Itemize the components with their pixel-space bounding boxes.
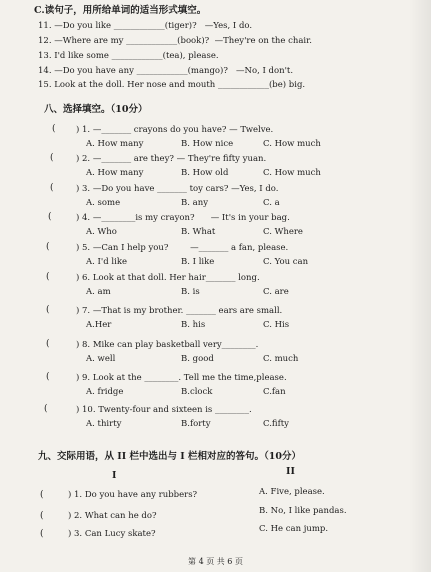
choice-option: B.clock bbox=[181, 387, 213, 397]
choice-option: B.forty bbox=[181, 419, 211, 429]
choice-option: C. Where bbox=[263, 227, 303, 237]
answer-paren: ( bbox=[50, 183, 54, 193]
choice-option: A. well bbox=[86, 354, 116, 364]
column-ii-label: II bbox=[286, 466, 295, 477]
page-footer: 第 4 页 共 6 页 bbox=[188, 557, 243, 566]
matching-answer: B. No, I like pandas. bbox=[259, 506, 347, 516]
section-9-heading: 九、交际用语，从 II 栏中选出与 I 栏相对应的答句。（10分） bbox=[38, 451, 302, 462]
answer-paren: ( bbox=[40, 529, 44, 539]
choice-option: C. are bbox=[263, 287, 289, 297]
answer-paren: ( bbox=[52, 124, 56, 134]
choice-option: A. Who bbox=[86, 227, 117, 237]
column-i-label: I bbox=[112, 470, 117, 481]
matching-question: ) 1. Do you have any rubbers? bbox=[68, 490, 198, 500]
choice-option: C. You can bbox=[263, 257, 309, 267]
choice-option: A. How many bbox=[86, 168, 144, 178]
question-stem: ) 9. Look at the ________. Tell me the time,please. bbox=[76, 373, 287, 383]
matching-question: ) 3. Can Lucy skate? bbox=[68, 529, 156, 539]
choice-option: A. I'd like bbox=[86, 257, 127, 267]
question-stem: ) 7. —That is my brother. _______ ears are small. bbox=[76, 306, 283, 316]
fill-item-11: 11. —Do you like ____________(tiger)? —Yes, I do. bbox=[38, 21, 253, 31]
page-shadow bbox=[409, 0, 431, 572]
choice-option: B. is bbox=[181, 287, 200, 297]
question-stem: ) 8. Mike can play basketball very________. bbox=[76, 340, 259, 350]
question-stem: ) 4. —________is my crayon? — It's in your bag. bbox=[76, 213, 290, 223]
answer-paren: ( bbox=[44, 404, 48, 414]
section-c-heading: C.读句子，用所给单词的适当形式填空。 bbox=[34, 5, 207, 16]
question-stem: ) 2. —_______ are they? — They're fifty yuan. bbox=[76, 154, 267, 164]
choice-option: B. How old bbox=[181, 168, 229, 178]
choice-option: C. a bbox=[263, 198, 280, 208]
question-stem: ) 6. Look at that doll. Her hair_______ long. bbox=[76, 273, 260, 283]
matching-question: ) 2. What can he do? bbox=[68, 511, 157, 521]
question-stem: ) 5. —Can I help you? —_______ a fan, please. bbox=[76, 243, 289, 253]
choice-option: A. am bbox=[86, 287, 111, 297]
choice-option: A.Her bbox=[86, 320, 112, 330]
choice-option: C. How much bbox=[263, 139, 321, 149]
fill-item-14: 14. —Do you have any ____________(mango)? —No, I don't. bbox=[38, 66, 294, 76]
choice-option: A. some bbox=[86, 198, 121, 208]
answer-paren: ( bbox=[50, 153, 54, 163]
choice-option: C.fan bbox=[263, 387, 286, 397]
answer-paren: ( bbox=[46, 372, 50, 382]
answer-paren: ( bbox=[40, 511, 44, 521]
fill-item-15: 15. Look at the doll. Her nose and mouth ____________(be) big. bbox=[38, 80, 306, 90]
answer-paren: ( bbox=[46, 339, 50, 349]
matching-answer: C. He can jump. bbox=[259, 524, 329, 534]
question-stem: ) 3. —Do you have _______ toy cars? —Yes, I do. bbox=[76, 184, 279, 194]
choice-option: C. How much bbox=[263, 168, 321, 178]
choice-option: C. His bbox=[263, 320, 290, 330]
choice-option: B. his bbox=[181, 320, 206, 330]
matching-answer: A. Five, please. bbox=[259, 487, 325, 497]
answer-paren: ( bbox=[40, 490, 44, 500]
answer-paren: ( bbox=[46, 305, 50, 315]
choice-option: B. How nice bbox=[181, 139, 234, 149]
answer-paren: ( bbox=[48, 212, 52, 222]
choice-option: A. fridge bbox=[86, 387, 124, 397]
choice-option: B. What bbox=[181, 227, 216, 237]
choice-option: B. good bbox=[181, 354, 214, 364]
answer-paren: ( bbox=[46, 242, 50, 252]
choice-option: A. thirty bbox=[86, 419, 122, 429]
choice-option: C. much bbox=[263, 354, 299, 364]
choice-option: C.fifty bbox=[263, 419, 289, 429]
question-stem: ) 1. —_______ crayons do you have? — Twelve. bbox=[76, 125, 274, 135]
choice-option: B. any bbox=[181, 198, 208, 208]
answer-paren: ( bbox=[46, 272, 50, 282]
fill-item-13: 13. I'd like some ____________(tea), please. bbox=[38, 51, 219, 61]
fill-item-12: 12. —Where are my ____________(book)? —They're on the chair. bbox=[38, 36, 312, 46]
choice-option: B. I like bbox=[181, 257, 215, 267]
section-8-heading: 八、选择填空。（10分） bbox=[44, 104, 148, 115]
choice-option: A. How many bbox=[86, 139, 144, 149]
question-stem: ) 10. Twenty-four and sixteen is ________. bbox=[76, 405, 252, 415]
